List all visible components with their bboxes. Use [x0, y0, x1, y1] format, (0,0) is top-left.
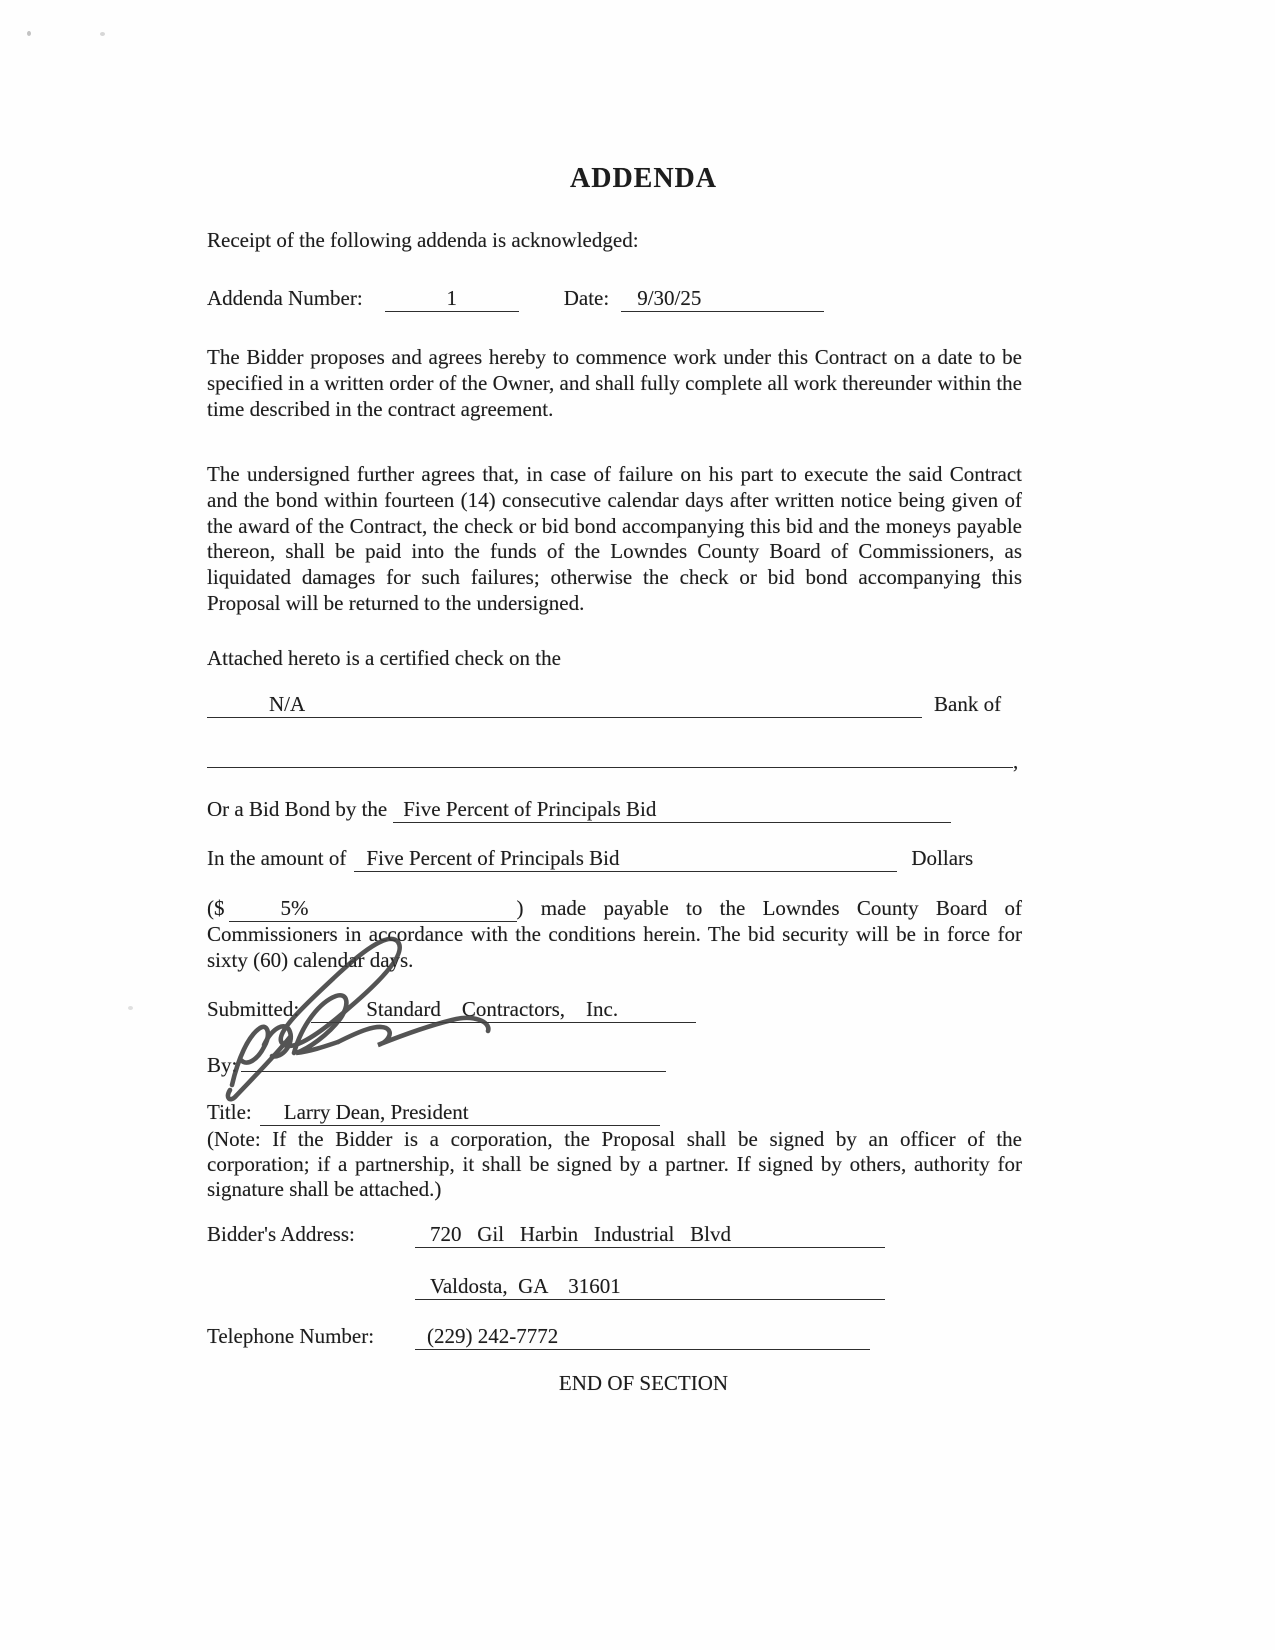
bank-name-blank: N/A: [207, 692, 922, 718]
signer-title-row: [207, 1100, 1022, 1126]
bank-name-continuation-row: [207, 742, 1022, 775]
bid-bond-label: Or a Bid Bond by the: [207, 797, 388, 821]
submitted-blank: Standard Contractors, Inc.: [311, 997, 696, 1023]
comma-suffix: ,: [1013, 749, 1019, 773]
signer-title-label: Title:: [207, 1100, 252, 1124]
document-title: ADDENDA: [570, 163, 717, 194]
dollars-label: Dollars: [911, 846, 974, 870]
telephone-blank: (229) 242-7772: [415, 1324, 870, 1350]
amount-blank: Five Percent of Principals Bid: [354, 846, 897, 872]
signer-title-blank: Larry Dean, President: [260, 1100, 660, 1126]
submitted-label: Submitted:: [207, 997, 300, 1021]
signature: [190, 925, 510, 1105]
percent-blank: 5%: [229, 896, 517, 922]
corporation-note: (Note: If the Bidder is a corporation, the Proposal shall be signed by an officer of the corporation; if a partnership, it shall be signed by a partner. If signed by others, authority for signature shall be attached.): [207, 1127, 1022, 1202]
by-label: By:: [207, 1053, 238, 1077]
bidders-address-row2: [207, 1274, 1022, 1300]
acknowledgement-text: Receipt of the following addenda is acknowledged:: [207, 228, 639, 252]
addenda-number-blank: 1: [385, 286, 519, 312]
scan-speck: [27, 31, 31, 36]
telephone-label: Telephone Number:: [207, 1324, 375, 1348]
open-paren-text: ($: [207, 896, 225, 920]
scan-speck: [100, 32, 105, 36]
continuation-blank: [207, 742, 1013, 768]
amount-row: [207, 846, 1022, 872]
scan-speck: [128, 1006, 133, 1010]
bidders-address-label: Bidder's Address:: [207, 1222, 355, 1246]
amount-label: In the amount of: [207, 846, 347, 870]
date-label: Date:: [563, 286, 610, 310]
bidders-address-row: [207, 1222, 1022, 1248]
bid-bond-blank: Five Percent of Principals Bid: [393, 797, 951, 823]
date-blank: 9/30/25: [621, 286, 824, 312]
certified-check-text: Attached hereto is a certified check on the: [207, 646, 561, 670]
paragraph-commence-work: The Bidder proposes and agrees hereby to commence work under this Contract on a date to be specified in a written order of the Owner, and shall fully complete all work thereunder within the time described in the contract agreement.: [207, 345, 1022, 421]
paragraph-failure-clause: The undersigned further agrees that, in case of failure on his part to execute the said Contract and the bond within fourteen (14) consecutive calendar days after written notice being given of the award of the Contract, the check or bid bond accompanying this bid and the moneys payable thereon, shall be paid into the funds of the Lowndes County Board of Commissioners, as liquidated damages for such failures; otherwise the check or bid bond accompanying this Proposal will be returned to the undersigned.: [207, 462, 1022, 615]
addenda-number-row: [207, 286, 1022, 312]
telephone-row: [207, 1324, 1022, 1350]
bank-of-label: Bank of: [934, 692, 1002, 716]
addenda-number-label: Addenda Number:: [207, 286, 363, 310]
payable-text: ) made payable to the Lowndes County Board of Commissioners in accordance with the conditions herein. The bid security will be in force for sixty (60) calendar days.: [207, 896, 1022, 972]
address-line2-blank: Valdosta, GA 31601: [415, 1274, 885, 1300]
end-of-section-text: END OF SECTION: [558, 1371, 729, 1395]
address-line1-blank: 720 Gil Harbin Industrial Blvd: [415, 1222, 885, 1248]
bid-bond-row: [207, 797, 1022, 823]
bank-name-row: [207, 692, 1022, 718]
